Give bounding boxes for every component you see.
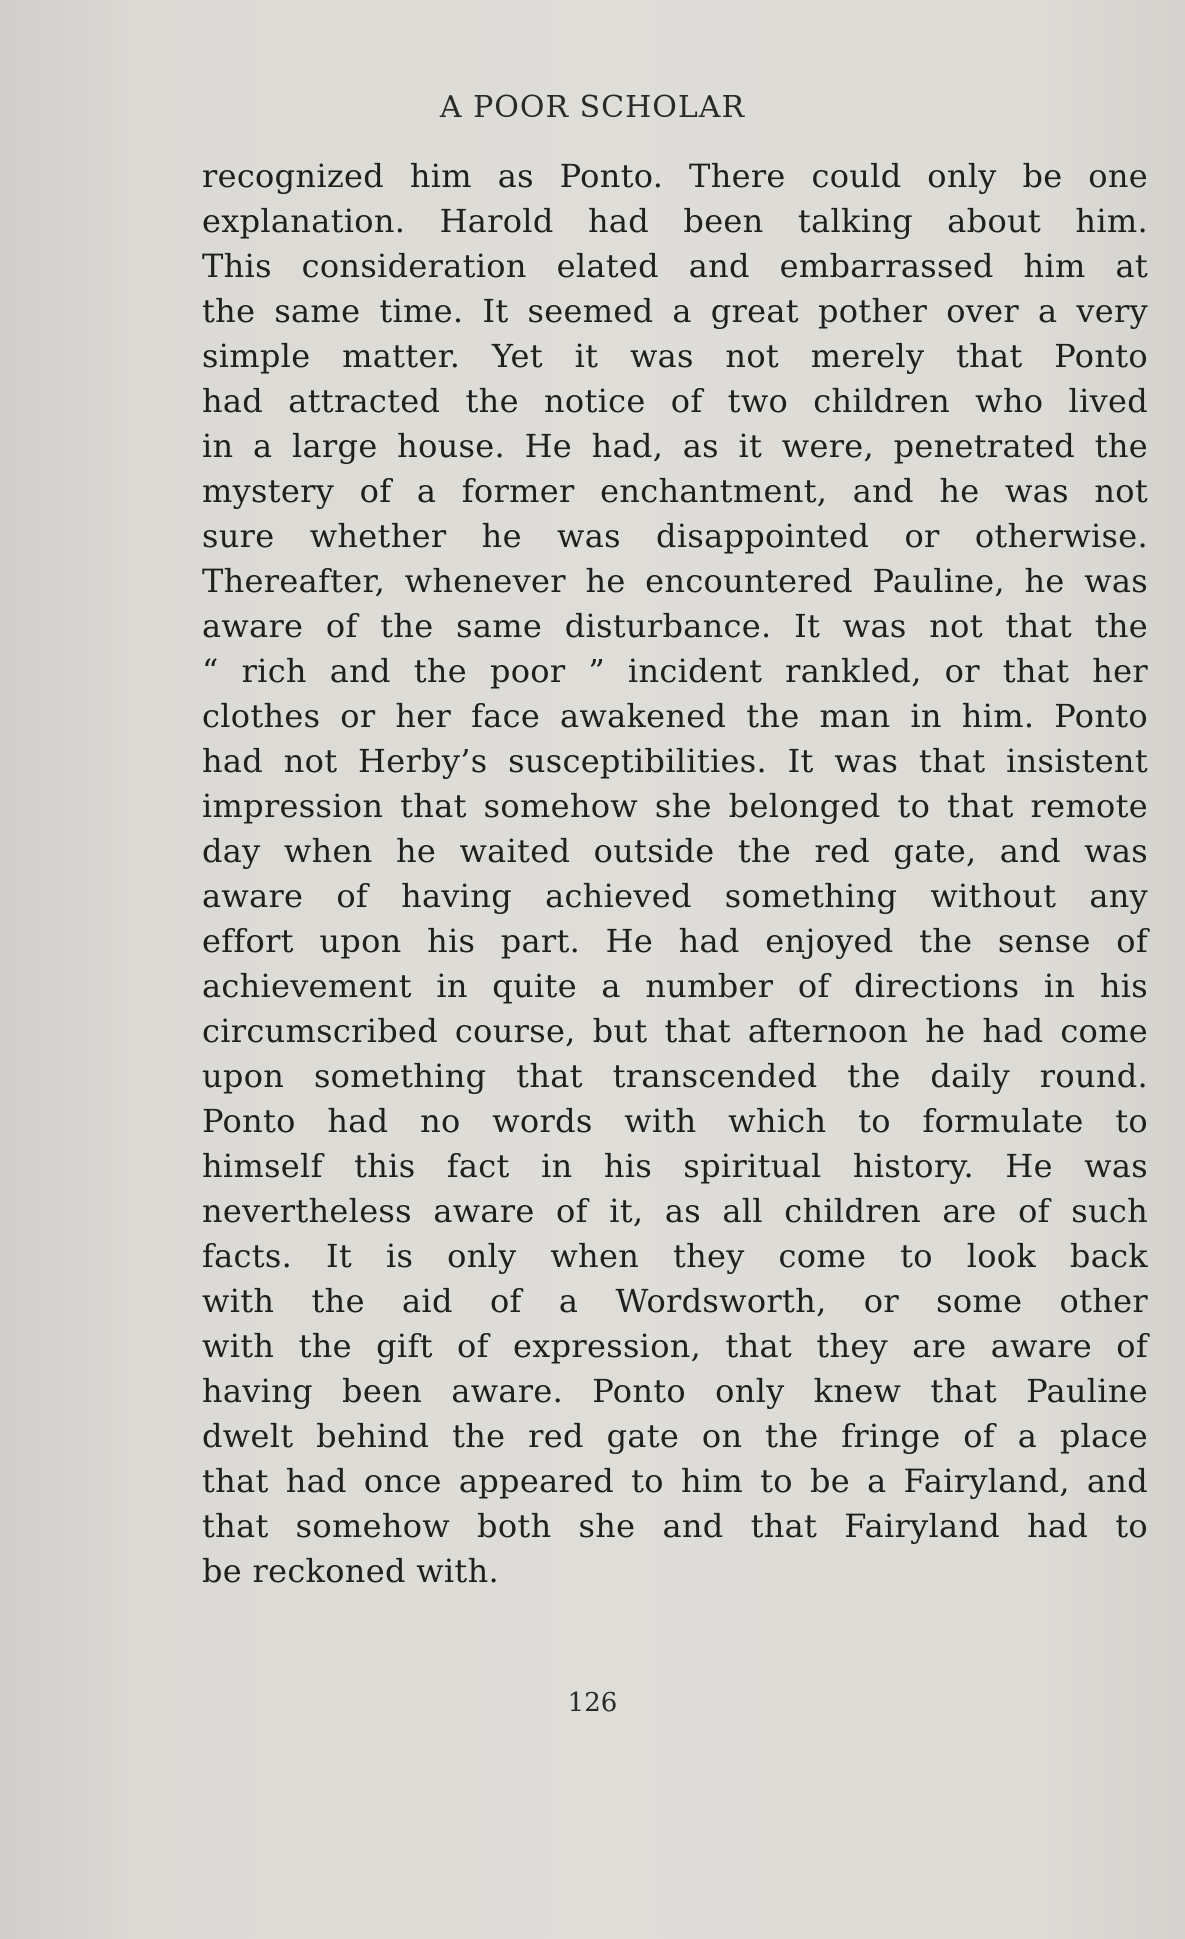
text-line: achievement in quite a number of directions in his xyxy=(202,967,1148,1005)
text-line: sure whether he was disappointed or otherwise. xyxy=(202,517,1148,555)
page-number: 126 xyxy=(567,1688,618,1718)
text-line: having been aware. Ponto only knew that Pauline xyxy=(202,1372,1148,1410)
text-line: in a large house. He had, as it were, penetrated the xyxy=(202,427,1148,465)
running-head: A POOR SCHOLAR xyxy=(439,90,746,125)
text-line: mystery of a former enchantment, and he was not xyxy=(202,472,1148,510)
text-line: with the aid of a Wordsworth, or some other xyxy=(202,1282,1148,1320)
text-line: Thereafter, whenever he encountered Pauline, he was xyxy=(202,562,1148,600)
text-line: upon something that transcended the daily round. xyxy=(202,1057,1148,1095)
text-line: clothes or her face awakened the man in him. Ponto xyxy=(202,697,1148,735)
text-line: day when he waited outside the red gate, and was xyxy=(202,832,1148,870)
text-line: that had once appeared to him to be a Fairyland, and xyxy=(202,1462,1148,1500)
text-line: This consideration elated and embarrassed him at xyxy=(202,247,1148,285)
text-line: nevertheless aware of it, as all children are of such xyxy=(202,1192,1148,1230)
text-line: with the gift of expression, that they are aware of xyxy=(202,1327,1148,1365)
text-line: himself this fact in his spiritual history. He was xyxy=(202,1147,1148,1185)
text-line: had not Herby’s susceptibilities. It was that insistent xyxy=(202,742,1148,780)
body-text xyxy=(202,154,1148,1594)
text-line: effort upon his part. He had enjoyed the sense of xyxy=(202,922,1148,960)
text-line: be reckoned with. xyxy=(202,1552,499,1590)
text-line: explanation. Harold had been talking about him. xyxy=(202,202,1148,240)
text-line: had attracted the notice of two children who lived xyxy=(202,382,1148,420)
text-line: that somehow both she and that Fairyland had to xyxy=(202,1507,1148,1545)
text-line: impression that somehow she belonged to that remote xyxy=(202,787,1148,825)
text-line: dwelt behind the red gate on the fringe of a place xyxy=(202,1417,1148,1455)
text-line: Ponto had no words with which to formulate to xyxy=(202,1102,1148,1140)
text-line: facts. It is only when they come to look back xyxy=(202,1237,1148,1275)
text-line: simple matter. Yet it was not merely that Ponto xyxy=(202,337,1148,375)
text-line: circumscribed course, but that afternoon he had come xyxy=(202,1012,1148,1050)
text-line: “ rich and the poor ” incident rankled, or that her xyxy=(202,652,1148,690)
text-line: aware of the same disturbance. It was not that the xyxy=(202,607,1148,645)
text-line: recognized him as Ponto. There could only be one xyxy=(202,157,1148,195)
text-line: the same time. It seemed a great pother over a very xyxy=(202,292,1148,330)
text-line: aware of having achieved something without any xyxy=(202,877,1148,915)
